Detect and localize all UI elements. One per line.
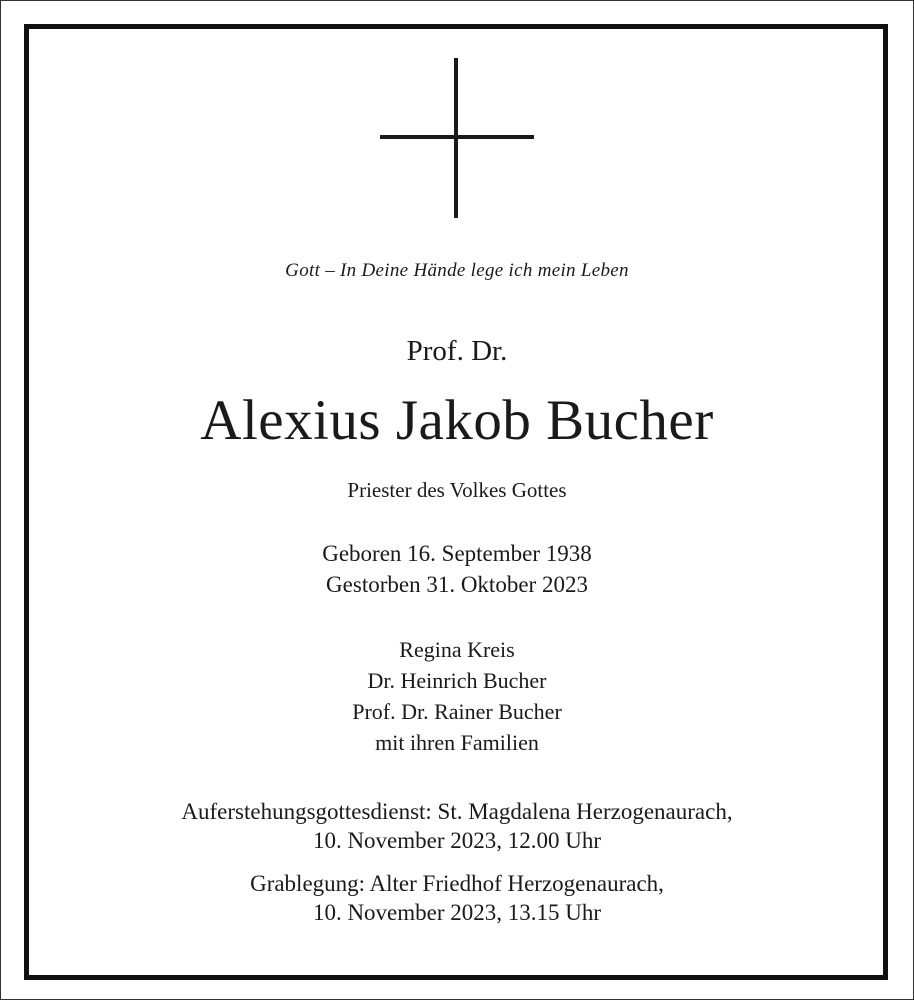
burial-service	[0, 869, 914, 927]
mourner-item: Regina Kreis	[399, 637, 515, 662]
academic-title: Prof. Dr.	[406, 335, 508, 367]
cross-icon	[380, 58, 534, 218]
mourners-list	[0, 634, 914, 758]
cross-horizontal-bar	[380, 135, 534, 139]
burial-time: 10. November 2023, 13.15 Uhr	[312, 900, 602, 925]
funeral-service-location: Auferstehungsgottesdienst: St. Magdalena Herzogenaurach,	[181, 799, 733, 824]
deceased-name: Alexius Jakob Bucher	[200, 389, 714, 452]
mourner-item: mit ihren Familien	[375, 730, 539, 755]
vocation-subtitle: Priester des Volkes Gottes	[347, 478, 567, 502]
birth-date: Geboren 16. September 1938	[322, 541, 592, 566]
burial-location: Grablegung: Alter Friedhof Herzogenaurach,	[250, 871, 664, 896]
life-dates	[0, 538, 914, 600]
death-date: Gestorben 31. Oktober 2023	[326, 572, 588, 597]
mourner-item: Dr. Heinrich Bucher	[367, 668, 547, 693]
mourner-item: Prof. Dr. Rainer Bucher	[352, 699, 562, 724]
funeral-service	[0, 797, 914, 855]
funeral-service-time: 10. November 2023, 12.00 Uhr	[312, 828, 602, 853]
motto: Gott – In Deine Hände lege ich mein Leben	[285, 260, 629, 281]
